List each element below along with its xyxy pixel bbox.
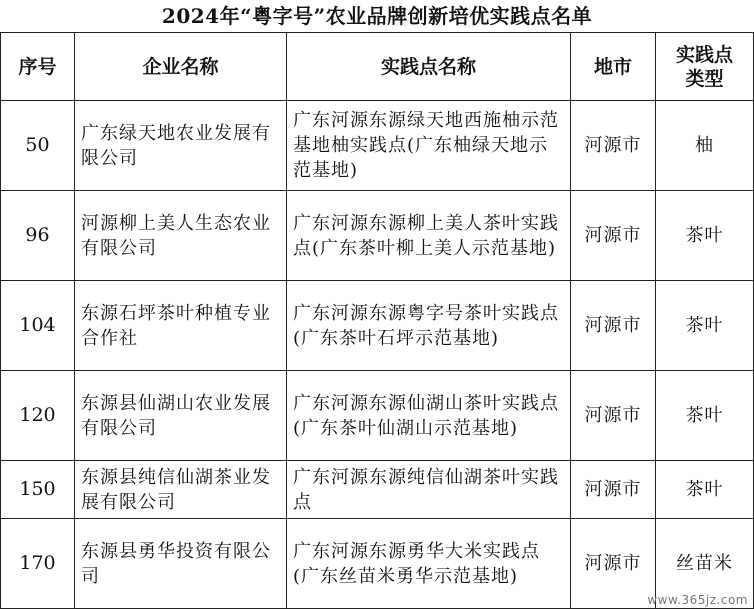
table-row	[1, 281, 754, 371]
row-city: 河源市	[571, 461, 656, 519]
row-no: 96	[1, 191, 75, 281]
table-row	[1, 461, 754, 519]
header-site: 实践点名称	[287, 33, 571, 101]
row-no: 104	[1, 281, 75, 371]
row-site: 广东河源东源柳上美人茶叶实践点(广东茶叶柳上美人示范基地)	[287, 191, 571, 281]
table-row	[1, 371, 754, 461]
row-type: 柚	[656, 101, 754, 191]
row-company: 东源石坪茶叶种植专业合作社	[75, 281, 287, 371]
table-header-row	[1, 33, 754, 101]
row-no: 120	[1, 371, 75, 461]
page-title: 2024年“粤字号”农业品牌创新培优实践点名单	[161, 4, 593, 28]
row-company: 东源县仙湖山农业发展有限公司	[75, 371, 287, 461]
header-city: 地市	[571, 33, 656, 101]
table-row	[1, 191, 754, 281]
row-no: 150	[1, 461, 75, 519]
row-site: 广东河源东源仙湖山茶叶实践点(广东茶叶仙湖山示范基地)	[287, 371, 571, 461]
table-row	[1, 101, 754, 191]
row-type: 茶叶	[656, 371, 754, 461]
row-city: 河源市	[571, 371, 656, 461]
row-type: 茶叶	[656, 281, 754, 371]
row-company: 河源柳上美人生态农业有限公司	[75, 191, 287, 281]
row-site: 广东河源东源粤字号茶叶实践点(广东茶叶石坪示范基地)	[287, 281, 571, 371]
row-city: 河源市	[571, 191, 656, 281]
row-city: 河源市	[571, 101, 656, 191]
practice-site-table	[0, 32, 754, 609]
row-type: 茶叶	[656, 191, 754, 281]
row-site: 广东河源东源纯信仙湖茶叶实践点	[287, 461, 571, 519]
row-company: 东源县勇华投资有限公司	[75, 519, 287, 609]
header-type: 实践点类型	[656, 33, 754, 101]
watermark: www.365jz.com	[647, 593, 748, 607]
header-company: 企业名称	[75, 33, 287, 101]
row-city: 河源市	[571, 519, 656, 609]
row-no: 50	[1, 101, 75, 191]
row-type: 丝苗米	[656, 519, 754, 609]
row-company: 广东绿天地农业发展有限公司	[75, 101, 287, 191]
row-company: 东源县纯信仙湖茶业发展有限公司	[75, 461, 287, 519]
row-type: 茶叶	[656, 461, 754, 519]
table-row	[1, 519, 754, 609]
row-site: 广东河源东源绿天地西施柚示范基地柚实践点(广东柚绿天地示范基地)	[287, 101, 571, 191]
row-city: 河源市	[571, 281, 656, 371]
row-no: 170	[1, 519, 75, 609]
header-no: 序号	[1, 33, 75, 101]
row-site: 广东河源东源勇华大米实践点(广东丝苗米勇华示范基地)	[287, 519, 571, 609]
